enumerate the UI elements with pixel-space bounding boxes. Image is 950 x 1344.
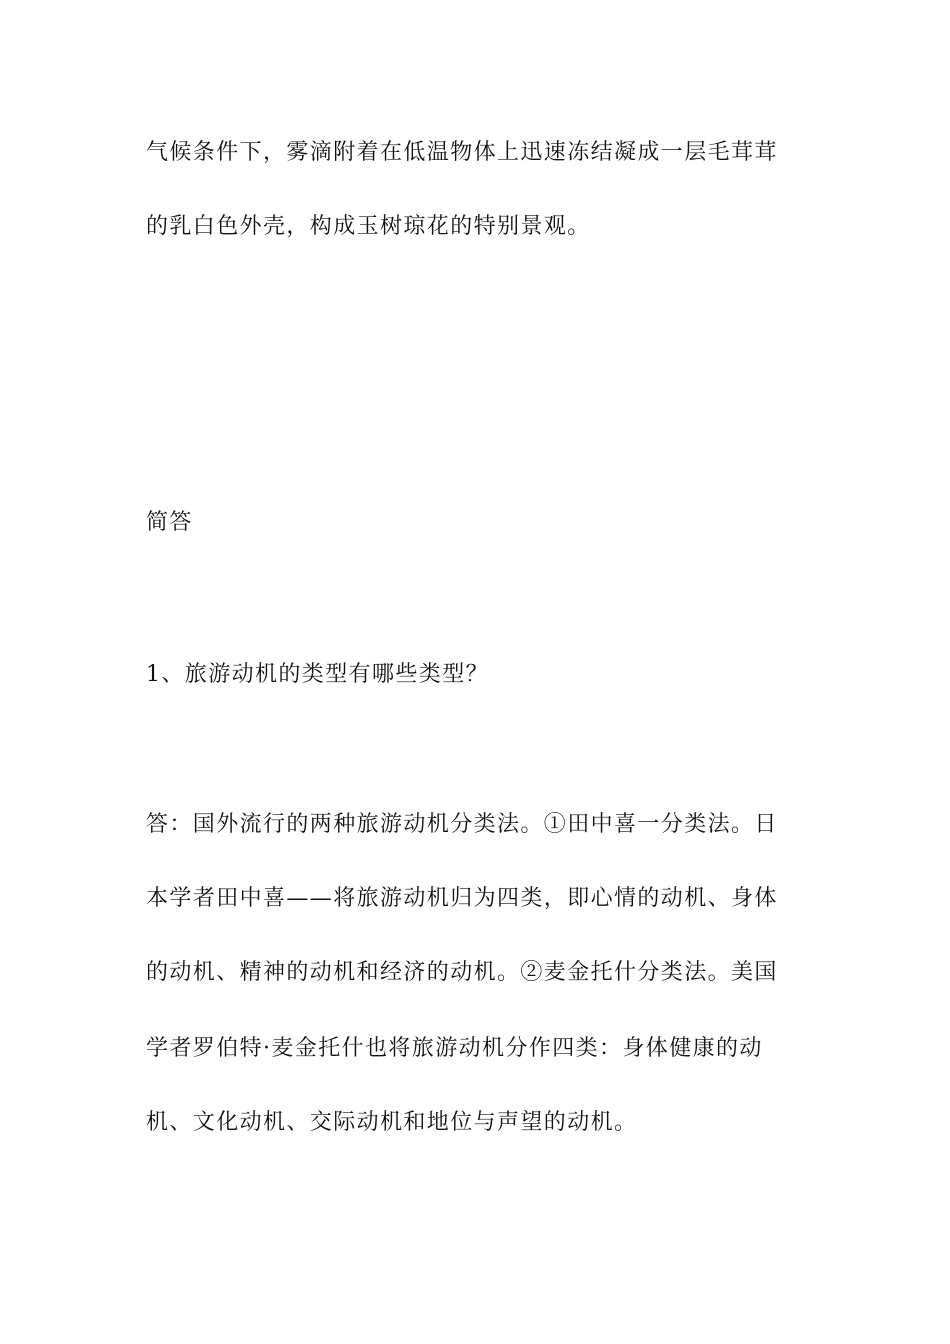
answer-line-1: 答：国外流行的两种旅游动机分类法。①田中喜一分类法。日: [146, 812, 778, 837]
answer-line-5: 机、文化动机、交际动机和地位与声望的动机。: [146, 1110, 638, 1135]
answer-line-4: 学者罗伯特·麦金托什也将旅游动机分作四类：身体健康的动: [146, 1036, 763, 1061]
question-text: 1、旅游动机的类型有哪些类型？: [146, 662, 489, 687]
answer-line-3: 的动机、精神的动机和经济的动机。②麦金托什分类法。美国: [146, 960, 778, 985]
section-heading: 简答: [146, 510, 193, 535]
intro-text-line-2: 的乳白色外壳，构成玉树琼花的特别景观。: [146, 214, 591, 239]
intro-text-line-1: 气候条件下，雾滴附着在低温物体上迅速冻结凝成一层毛茸茸: [146, 140, 778, 165]
answer-line-2: 本学者田中喜——将旅游动机归为四类，即心情的动机、身体: [146, 886, 778, 911]
